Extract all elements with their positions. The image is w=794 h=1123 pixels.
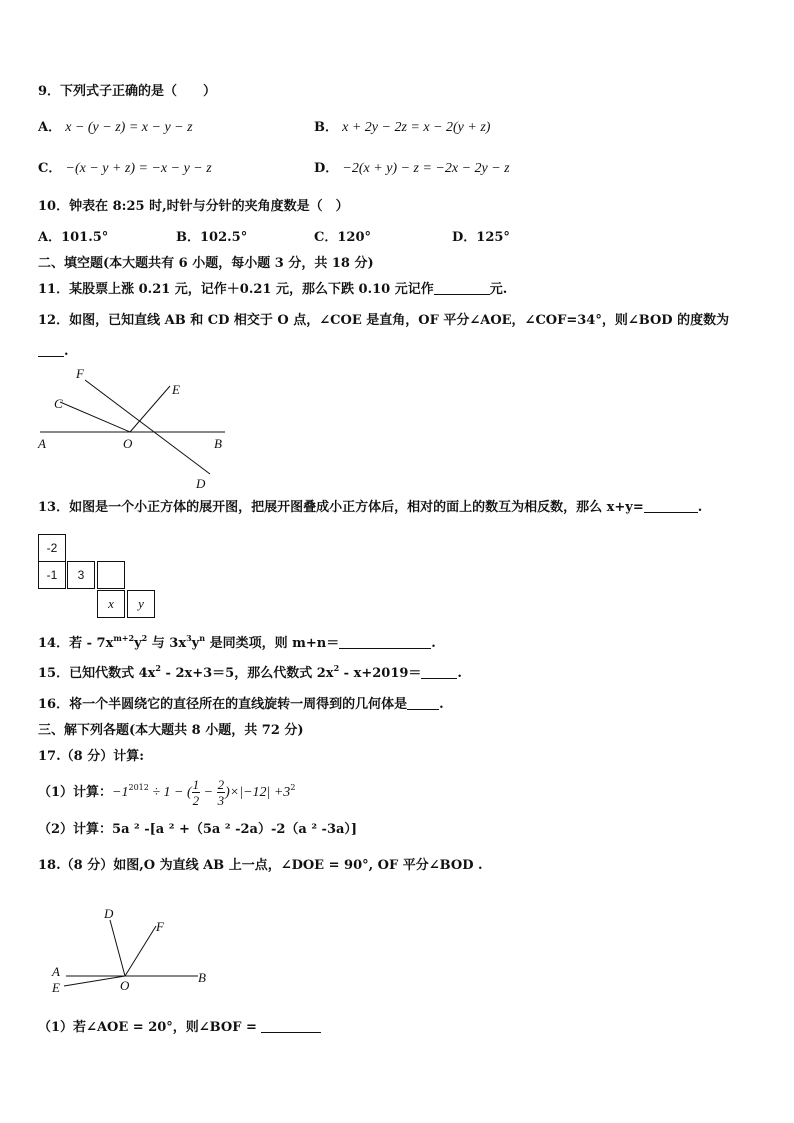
- fraction-half: [192, 777, 201, 808]
- net-cell: y: [127, 590, 155, 618]
- q15: [38, 663, 462, 682]
- q9-option-b: [314, 120, 490, 136]
- q10-option-c: C．120°: [314, 230, 371, 245]
- q14-exp: 3: [186, 633, 192, 643]
- ray-oe: [130, 386, 170, 432]
- q9-option-a: [38, 120, 193, 136]
- q18-figure: [44, 902, 224, 996]
- q10-option-a: A．101.5°: [38, 230, 109, 245]
- q15-text: - x+2019＝: [339, 666, 422, 681]
- q11-text: 11．某股票上涨 0.21 元，记作＋0.21 元，那么下跌 0.10 元记作: [38, 282, 434, 297]
- q9-option-b-expr: x + 2y − 2z = x − 2(y + z): [342, 120, 491, 135]
- q14-answer-blank: [339, 636, 431, 649]
- q17-stem: 17.（8 分）计算:: [38, 749, 144, 764]
- q14-text: 14．若 - 7x: [38, 636, 114, 651]
- q17-part1: [38, 776, 295, 810]
- net-cell: -2: [38, 534, 66, 562]
- q15-exp: 2: [155, 663, 161, 673]
- ray-oe: [64, 976, 125, 986]
- q14-exp: 2: [141, 633, 148, 643]
- q16-answer-blank: [407, 697, 439, 710]
- q9-option-d: [314, 161, 510, 177]
- q13-answer-blank: [644, 500, 698, 513]
- q17-part2: （2）计算：5a ² -[a ² +（5a ² -2a）-2（a ² -3a）]: [38, 822, 358, 837]
- fraction-two-thirds: [217, 777, 226, 808]
- label-e: E: [52, 980, 60, 995]
- q12-answer-blank: [38, 344, 64, 357]
- label-o: O: [120, 978, 130, 993]
- q16: [38, 697, 444, 713]
- q14-exp: n: [199, 633, 206, 643]
- q18-part1: [38, 1020, 321, 1036]
- q11-tail: 元.: [489, 282, 508, 297]
- label-o: O: [123, 436, 133, 451]
- ray-od: [110, 920, 125, 976]
- q15-tail: .: [457, 666, 462, 681]
- q11: [38, 282, 507, 298]
- q10-option-d: D．125°: [452, 230, 510, 245]
- fraction-num: 1: [192, 777, 200, 792]
- q14: [38, 633, 436, 652]
- q17-expr: )×|−12| +3: [225, 785, 291, 800]
- q9-option-a-expr: x − (y − z) = x − y − z: [65, 120, 193, 135]
- ray-of: [125, 926, 156, 976]
- q15-text: - 2x+3＝5，那么代数式 2x: [161, 666, 334, 681]
- label-a: A: [38, 436, 46, 451]
- net-cell: [97, 561, 125, 589]
- label-f: F: [156, 919, 164, 934]
- q17-exp: 2012: [128, 783, 149, 792]
- q12-answer: [38, 344, 69, 360]
- label-a: A: [52, 964, 60, 979]
- line-od-oc: [85, 380, 210, 474]
- net-cell: x: [97, 590, 125, 618]
- q13-text: 13．如图是一个小正方体的展开图，把展开图叠成小正方体后，相对的面上的数互为相反数，那么 x+y=: [38, 500, 644, 515]
- label-e: E: [172, 382, 180, 397]
- q9-option-c: [38, 161, 212, 177]
- q15-exp: 2: [333, 663, 340, 673]
- fraction-den: 3: [217, 793, 225, 808]
- q17-expr: −1: [112, 785, 129, 800]
- q14-tail: .: [431, 636, 436, 651]
- section2-heading: 二、填空题(本大题共有 6 小题，每小题 3 分，共 18 分): [38, 256, 374, 271]
- q12-text: 12．如图，已知直线 AB 和 CD 相交于 O 点，∠COE 是直角，OF 平分∠AOE，∠COF=34°，则∠BOD 的度数为: [38, 313, 730, 328]
- q12-tail: .: [64, 344, 69, 359]
- q9-option-b-label: B．: [314, 120, 338, 135]
- q9-option-c-label: C．: [38, 161, 62, 176]
- q9-option-d-expr: −2(x + y) − z = −2x − 2y − z: [342, 161, 510, 176]
- q14-text: y: [134, 636, 142, 651]
- label-b: B: [214, 436, 222, 451]
- q10-option-b: B．102.5°: [176, 230, 248, 245]
- q17-expr: −: [200, 785, 217, 800]
- q16-tail: .: [439, 697, 444, 712]
- q14-text: y: [191, 636, 200, 651]
- q10-stem: 10．钟表在 8:25 时,时针与分针的夹角度数是（ ）: [38, 199, 349, 214]
- q14-exp: m+2: [113, 633, 135, 643]
- q14-text: 是同类项，则 m+n＝: [205, 636, 340, 651]
- q15-answer-blank: [421, 666, 457, 679]
- q14-text: 与 3x: [147, 636, 187, 651]
- q11-answer-blank: [434, 282, 490, 295]
- label-b: B: [198, 970, 206, 985]
- q17-expr: ÷ 1 − (: [148, 785, 192, 800]
- q12-figure: [30, 364, 240, 492]
- q9-option-c-expr: −(x − y + z) = −x − y − z: [65, 161, 212, 176]
- label-d: D: [196, 476, 206, 491]
- q18-part1-text: （1）若∠AOE = 20°，则∠BOF =: [38, 1020, 257, 1035]
- q9-option-d-label: D．: [314, 161, 339, 176]
- section3-heading: 三、解下列各题(本大题共 8 小题，共 72 分): [38, 723, 304, 738]
- q13-tail: .: [697, 500, 703, 515]
- q16-text: 16．将一个半圆绕它的直径所在的直线旋转一周得到的几何体是: [38, 697, 408, 712]
- label-f: F: [76, 366, 84, 381]
- net-cell: 3: [67, 561, 95, 589]
- q9-option-a-label: A．: [38, 120, 62, 135]
- q18-answer-blank: [261, 1020, 321, 1033]
- label-c: C: [54, 396, 63, 411]
- q9-stem: 9．下列式子正确的是（ ）: [38, 84, 217, 99]
- net-cell: -1: [38, 561, 66, 589]
- label-d: D: [104, 906, 114, 921]
- q13: [38, 500, 702, 516]
- q15-text: 15．已知代数式 4x: [38, 666, 156, 681]
- fraction-num: 2: [217, 777, 225, 792]
- q17-exp: 2: [290, 783, 296, 792]
- q18-stem: 18.（8 分）如图,O 为直线 AB 上一点，∠DOE = 90°, OF 平分∠BOD .: [38, 858, 483, 873]
- fraction-den: 2: [192, 793, 200, 808]
- q17-part1-label: （1）计算：: [38, 785, 113, 800]
